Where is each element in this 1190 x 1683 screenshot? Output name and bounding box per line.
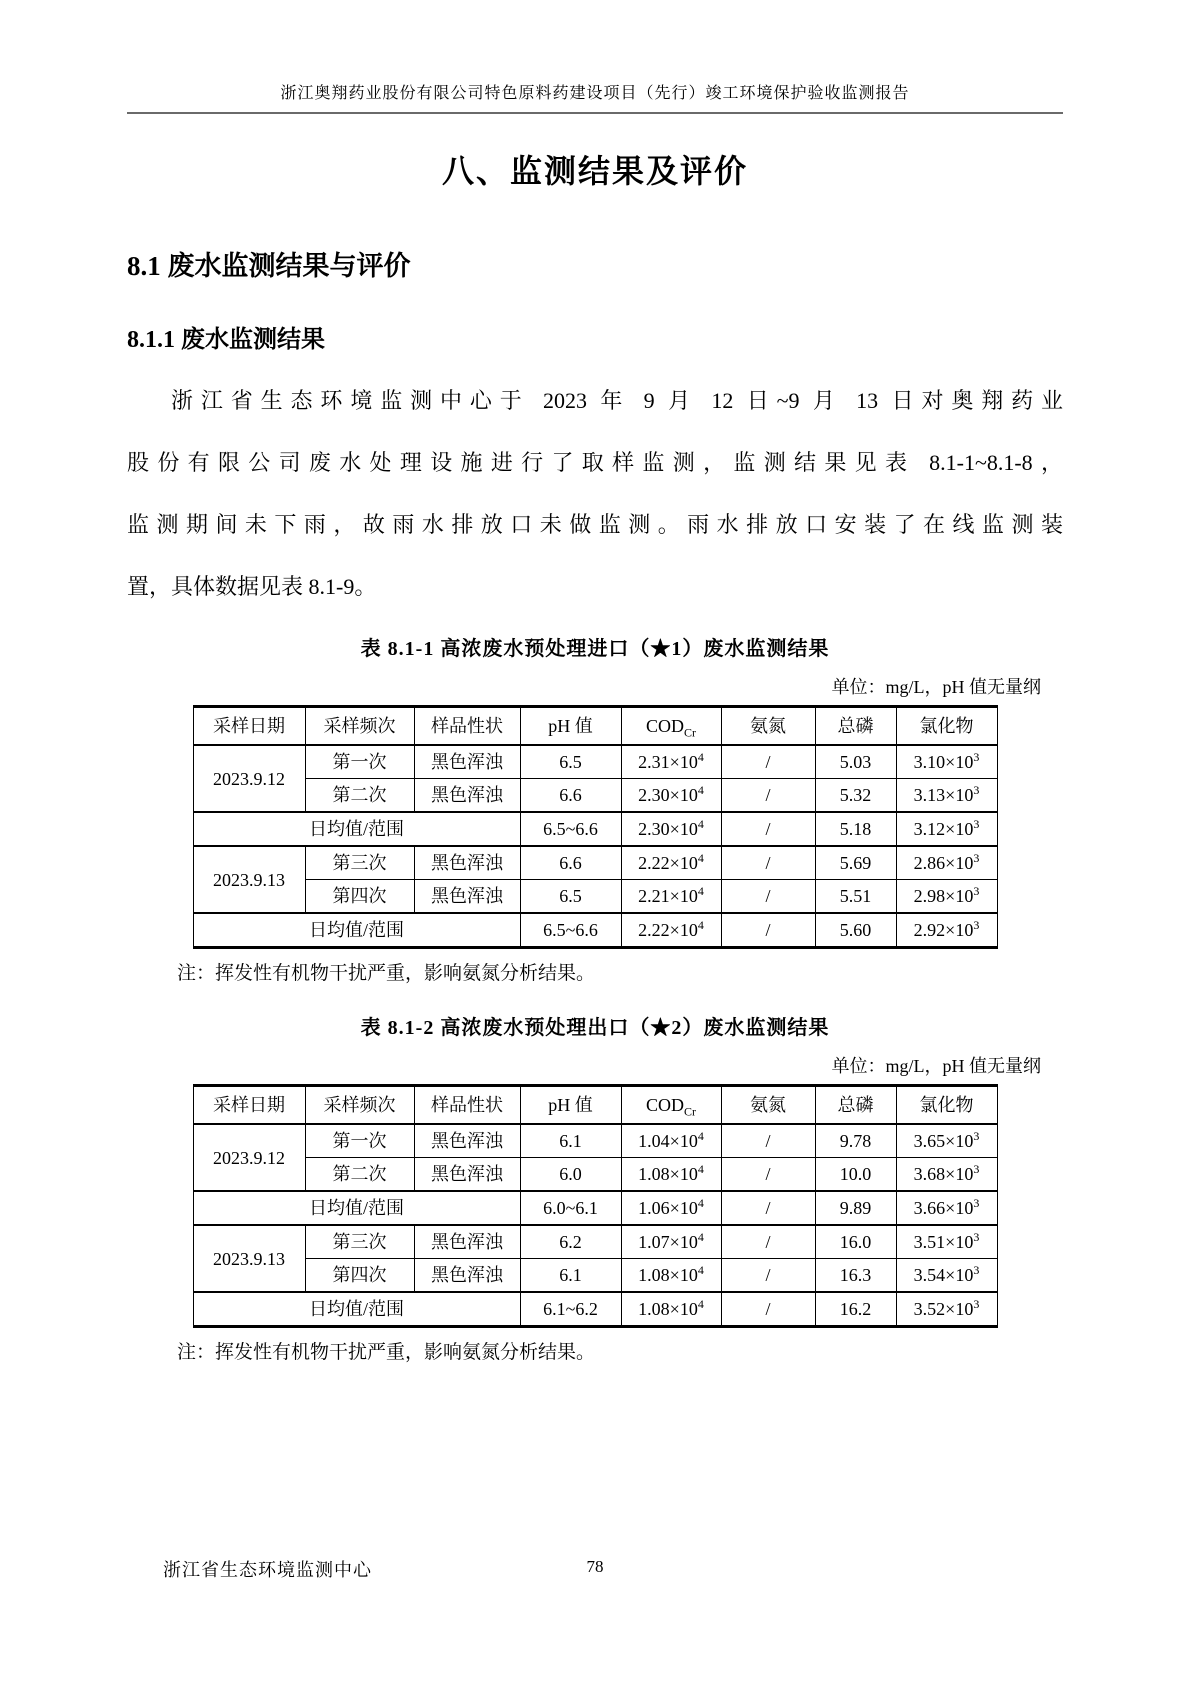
table-cell: 6.5 — [520, 745, 621, 779]
body-paragraph — [127, 370, 1063, 618]
section-title: 8.1 废水监测结果与评价 — [127, 251, 411, 281]
running-header-title: 浙江奥翔药业股份有限公司特色原料药建设项目（先行）竣工环境保护验收监测报告 — [280, 85, 910, 102]
table-row — [193, 1292, 997, 1327]
table-header-row — [193, 707, 997, 746]
table-cell: $1.04\times 10^4$ — [621, 1124, 721, 1158]
wastewater-monitoring-table-2 — [193, 1084, 998, 1328]
table-cell: 黑色浑浊 — [414, 745, 520, 779]
table-cell: $3.13\times 10^3$ — [896, 779, 997, 813]
column-header: 氯化物 — [896, 1086, 997, 1125]
table-cell: 5.18 — [815, 812, 896, 846]
column-header: pH 值 — [520, 1086, 621, 1125]
table-cell: 16.0 — [815, 1225, 896, 1259]
table-cell: / — [721, 1124, 815, 1158]
table-cell: $3.65\times 10^3$ — [896, 1124, 997, 1158]
column-header: 氯化物 — [896, 707, 997, 746]
table-cell: 6.5 — [520, 880, 621, 914]
table-cell: 第三次 — [305, 1225, 414, 1259]
table-unit-note: 单位：mg/L，pH 值无量纲 — [831, 677, 1041, 697]
table-cell: 第二次 — [305, 1158, 414, 1192]
column-header: 样品性状 — [414, 1086, 520, 1125]
table-cell: $3.66\times 10^3$ — [896, 1191, 997, 1225]
table-cell: / — [721, 846, 815, 880]
table-body — [193, 745, 997, 948]
table-cell: 第四次 — [305, 880, 414, 914]
table-cell: / — [721, 745, 815, 779]
table-cell: 5.60 — [815, 913, 896, 948]
table-section-1 — [127, 632, 1063, 985]
subsection-title: 8.1.1 废水监测结果 — [127, 327, 325, 353]
table-cell: 6.1 — [520, 1124, 621, 1158]
table-cell: 6.0~6.1 — [520, 1191, 621, 1225]
table-cell: $1.08\times 10^4$ — [621, 1292, 721, 1327]
table-cell: 6.5~6.6 — [520, 812, 621, 846]
table-row — [193, 1225, 997, 1259]
table-cell: 6.5~6.6 — [520, 913, 621, 948]
table-row — [193, 1158, 997, 1192]
table-header-row — [193, 1086, 997, 1125]
running-header — [127, 80, 1063, 114]
table-cell: 5.03 — [815, 745, 896, 779]
table-cell: 黑色浑浊 — [414, 1225, 520, 1259]
table-cell: $3.54\times 10^3$ — [896, 1259, 997, 1293]
table-cell: $2.31\times 10^4$ — [621, 745, 721, 779]
table-row — [193, 745, 997, 779]
table-header — [193, 1086, 997, 1125]
table-row — [193, 1124, 997, 1158]
table-cell: $2.22\times 10^4$ — [621, 913, 721, 948]
table-cell: 黑色浑浊 — [414, 1259, 520, 1293]
column-header: 氨氮 — [721, 707, 815, 746]
page-content — [127, 138, 1063, 1364]
column-header: $COD_{Cr}$ — [621, 1086, 721, 1125]
table-cell: 第三次 — [305, 846, 414, 880]
table-cell: 6.6 — [520, 846, 621, 880]
table-cell: $2.86\times 10^3$ — [896, 846, 997, 880]
table-cell: $1.07\times 10^4$ — [621, 1225, 721, 1259]
table-cell: 黑色浑浊 — [414, 880, 520, 914]
paragraph-line: 股份有限公司废水处理设施进行了取样监测，监测结果见表 8.1-1~8.1-8， — [127, 450, 1063, 475]
table-cell: $1.08\times 10^4$ — [621, 1158, 721, 1192]
table-cell: $2.98\times 10^3$ — [896, 880, 997, 914]
table-cell: / — [721, 1259, 815, 1293]
table-cell: $3.51\times 10^3$ — [896, 1225, 997, 1259]
table-cell: 6.0 — [520, 1158, 621, 1192]
table-cell: 2023.9.12 — [193, 1124, 305, 1191]
table-cell: 5.69 — [815, 846, 896, 880]
table-cell: 第二次 — [305, 779, 414, 813]
table-cell: / — [721, 1191, 815, 1225]
column-header: 采样日期 — [193, 707, 305, 746]
table-cell: $2.22\times 10^4$ — [621, 846, 721, 880]
footer-organization: 浙江省生态环境监测中心 — [163, 1560, 372, 1580]
column-header: pH 值 — [520, 707, 621, 746]
paragraph-line: 浙江省生态环境监测中心于 2023 年 9 月 12 日~9 月 13 日对奥翔药业 — [171, 388, 1063, 413]
table-cell: 9.89 — [815, 1191, 896, 1225]
table-cell: 16.3 — [815, 1259, 896, 1293]
footer-page-number: 78 — [586, 1557, 604, 1576]
table-cell: / — [721, 1158, 815, 1192]
table-unit-note: 单位：mg/L，pH 值无量纲 — [831, 1056, 1041, 1076]
table-cell: $2.92\times 10^3$ — [896, 913, 997, 948]
column-header: 采样日期 — [193, 1086, 305, 1125]
table-footnote: 注：挥发性有机物干扰严重，影响氨氮分析结果。 — [177, 963, 596, 984]
table-cell: 黑色浑浊 — [414, 846, 520, 880]
table-cell: 黑色浑浊 — [414, 1158, 520, 1192]
table-cell: / — [721, 812, 815, 846]
table-cell: 第一次 — [305, 745, 414, 779]
column-header: 样品性状 — [414, 707, 520, 746]
table-cell: 第四次 — [305, 1259, 414, 1293]
column-header: 氨氮 — [721, 1086, 815, 1125]
table-cell: 2023.9.13 — [193, 846, 305, 913]
table-cell: / — [721, 913, 815, 948]
table-cell: 6.1~6.2 — [520, 1292, 621, 1327]
table-section-2 — [127, 1011, 1063, 1364]
table-cell: / — [721, 1292, 815, 1327]
table-cell: $2.21\times 10^4$ — [621, 880, 721, 914]
table-cell: $3.10\times 10^3$ — [896, 745, 997, 779]
wastewater-monitoring-table-1 — [193, 705, 998, 949]
table-row — [193, 779, 997, 813]
table-cell: 16.2 — [815, 1292, 896, 1327]
table-cell: 10.0 — [815, 1158, 896, 1192]
table-cell: 6.1 — [520, 1259, 621, 1293]
table-caption: 表 8.1-2 高浓废水预处理出口（★2）废水监测结果 — [360, 1017, 830, 1039]
table-cell: 5.51 — [815, 880, 896, 914]
column-header: $COD_{Cr}$ — [621, 707, 721, 746]
table-cell: 2023.9.13 — [193, 1225, 305, 1292]
table-cell: 黑色浑浊 — [414, 1124, 520, 1158]
column-header: 总磷 — [815, 707, 896, 746]
table-cell: 第一次 — [305, 1124, 414, 1158]
table-row — [193, 1259, 997, 1293]
table-cell: 9.78 — [815, 1124, 896, 1158]
table-cell: / — [721, 1225, 815, 1259]
column-header: 总磷 — [815, 1086, 896, 1125]
table-footnote: 注：挥发性有机物干扰严重，影响氨氮分析结果。 — [177, 1342, 596, 1363]
table-cell: $1.06\times 10^4$ — [621, 1191, 721, 1225]
table-cell: 日均值/范围 — [193, 1292, 520, 1327]
table-caption: 表 8.1-1 高浓废水预处理进口（★1）废水监测结果 — [360, 638, 830, 660]
table-cell: $2.30\times 10^4$ — [621, 779, 721, 813]
table-cell: $1.08\times 10^4$ — [621, 1259, 721, 1293]
paragraph-line: 置，具体数据见表 8.1-9。 — [127, 574, 377, 599]
table-row — [193, 846, 997, 880]
table-cell: $2.30\times 10^4$ — [621, 812, 721, 846]
chapter-title: 八、监测结果及评价 — [441, 153, 748, 189]
table-cell: / — [721, 880, 815, 914]
table-cell: $3.52\times 10^3$ — [896, 1292, 997, 1327]
table-body — [193, 1124, 997, 1327]
table-cell: 6.6 — [520, 779, 621, 813]
paragraph-line: 监测期间未下雨，故雨水排放口未做监测。雨水排放口安装了在线监测装 — [127, 512, 1063, 537]
table-row — [193, 1191, 997, 1225]
table-cell: 6.2 — [520, 1225, 621, 1259]
table-cell: $3.68\times 10^3$ — [896, 1158, 997, 1192]
table-cell: 日均值/范围 — [193, 812, 520, 846]
table-row — [193, 880, 997, 914]
table-cell: 日均值/范围 — [193, 913, 520, 948]
column-header: 采样频次 — [305, 1086, 414, 1125]
table-cell: 2023.9.12 — [193, 745, 305, 812]
table-header — [193, 707, 997, 746]
table-cell: / — [721, 779, 815, 813]
table-cell: $3.12\times 10^3$ — [896, 812, 997, 846]
table-cell: 5.32 — [815, 779, 896, 813]
column-header: 采样频次 — [305, 707, 414, 746]
table-row — [193, 913, 997, 948]
table-row — [193, 812, 997, 846]
table-cell: 黑色浑浊 — [414, 779, 520, 813]
table-cell: 日均值/范围 — [193, 1191, 520, 1225]
